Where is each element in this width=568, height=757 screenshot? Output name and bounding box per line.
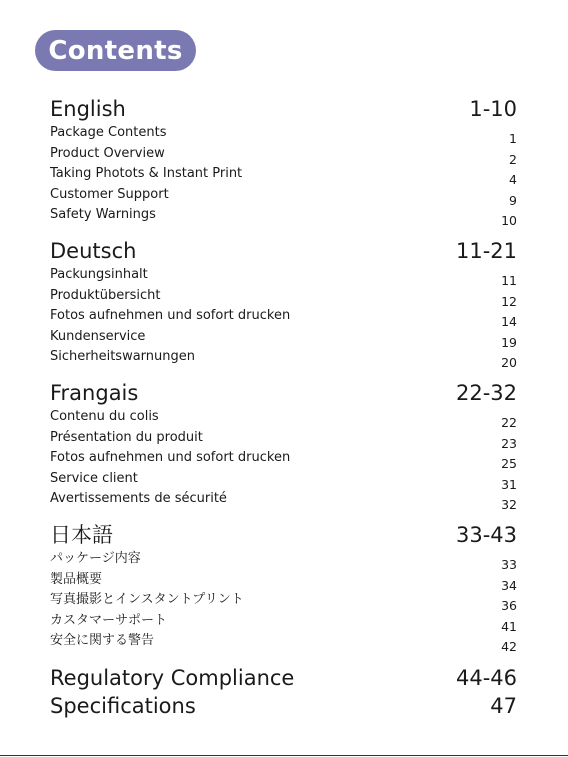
toc-entry-page: 22 [501,415,517,430]
toc-entry-label: Safety Warnings [50,207,156,222]
toc-section-deutsch [50,237,517,368]
section-title: English [50,97,126,121]
toc-entry-page: 19 [501,334,517,350]
toc-entry-page: 34 [501,577,517,593]
toc-entry-page: 10 [501,213,517,228]
toc-entry-label: Taking Photots & Instant Print [50,166,243,181]
toc-entry-page: 41 [501,618,517,634]
toc-entry-page: 25 [501,456,517,471]
section-title: Specifications [50,694,196,718]
toc-entry-label: パッケージ内容 [50,551,141,566]
toc-entry-page: 32 [501,497,517,512]
toc-section-specifications [50,692,517,720]
toc-entry-label: 安全に関する警告 [50,633,155,648]
toc-entry-label: カスタマーサポート [50,612,168,628]
bottom-divider [0,755,568,756]
section-title: Deutsch [50,239,137,263]
section-heading[interactable] [50,692,517,720]
toc-entry[interactable] [50,590,517,611]
section-page-range: 22-32 [455,381,517,405]
toc-entry[interactable] [50,306,517,327]
toc-entry[interactable] [50,144,517,165]
toc-entry[interactable] [50,265,517,286]
toc-section-regulatory [50,664,517,692]
toc-entry-label: 写真撮影とインスタントプリント [50,592,244,607]
toc-entry[interactable] [50,631,517,652]
toc-section-francais [50,379,517,510]
toc-entry[interactable] [50,448,517,469]
toc-entry[interactable] [50,327,517,348]
section-title: 日本語 [50,523,113,547]
toc-entry-page: 4 [509,172,517,187]
toc-section-english [50,95,517,226]
toc-entry[interactable] [50,549,517,570]
section-title: Regulatory Compliance [50,666,295,690]
toc-entry-page: 14 [501,314,517,329]
section-heading[interactable] [50,379,517,407]
toc-entry-label: Kundenservice [50,328,146,344]
toc-entry[interactable] [50,347,517,368]
toc-entry-page: 42 [501,639,517,654]
toc-entry-label: Customer Support [50,186,169,202]
toc-entry[interactable] [50,428,517,449]
toc-entry[interactable] [50,489,517,510]
toc-entry-page: 9 [509,192,517,208]
toc-entry-label: Product Overview [50,145,165,161]
toc-entry-label: Sicherheitswarnungen [50,349,196,364]
toc-entry[interactable] [50,570,517,591]
toc-entry-page: 20 [501,355,517,370]
toc-entry-label: Fotos aufnehmen und sofort drucken [50,450,291,465]
section-page-range: 33-43 [455,523,517,547]
toc-entry[interactable] [50,286,517,307]
section-page-range: 11-21 [455,239,517,263]
toc-entry[interactable] [50,123,517,144]
toc-entry[interactable] [50,407,517,428]
toc-section-japanese [50,521,517,652]
contents-badge: Contents [35,30,196,71]
toc-entry[interactable] [50,164,517,185]
section-heading[interactable] [50,521,517,549]
toc-entry-label: Fotos aufnehmen und sofort drucken [50,308,291,323]
toc-entry[interactable] [50,205,517,226]
toc-entry-label: Packungsinhalt [50,267,148,282]
toc-entry-page: 2 [509,151,517,167]
toc-entry[interactable] [50,469,517,490]
section-title: Frangais [50,381,139,405]
toc-entry-page: 36 [501,598,517,613]
section-heading[interactable] [50,95,517,123]
toc-entry-label: Présentation du produit [50,429,203,445]
toc-entry-page: 11 [501,273,517,288]
section-page-range: 1-10 [469,97,517,121]
toc-entry-label: 製品概要 [50,571,103,587]
section-heading[interactable] [50,237,517,265]
toc-entry-label: Contenu du colis [50,409,159,424]
toc-entry-page: 23 [501,435,517,451]
toc-entry[interactable] [50,611,517,632]
toc-entry-page: 33 [501,557,517,572]
section-page-range: 44-46 [455,666,517,690]
toc-entry-label: Avertissements de sécurité [50,491,227,506]
section-page-range: 47 [490,694,517,718]
section-heading[interactable] [50,664,517,692]
toc-entry-page: 31 [501,476,517,492]
toc-entry-label: Service client [50,470,138,486]
toc-entry-label: Produktübersicht [50,287,161,303]
toc-entry-label: Package Contents [50,125,167,140]
toc-entry[interactable] [50,185,517,206]
toc-entry-page: 1 [509,131,517,146]
toc-entry-page: 12 [501,293,517,309]
